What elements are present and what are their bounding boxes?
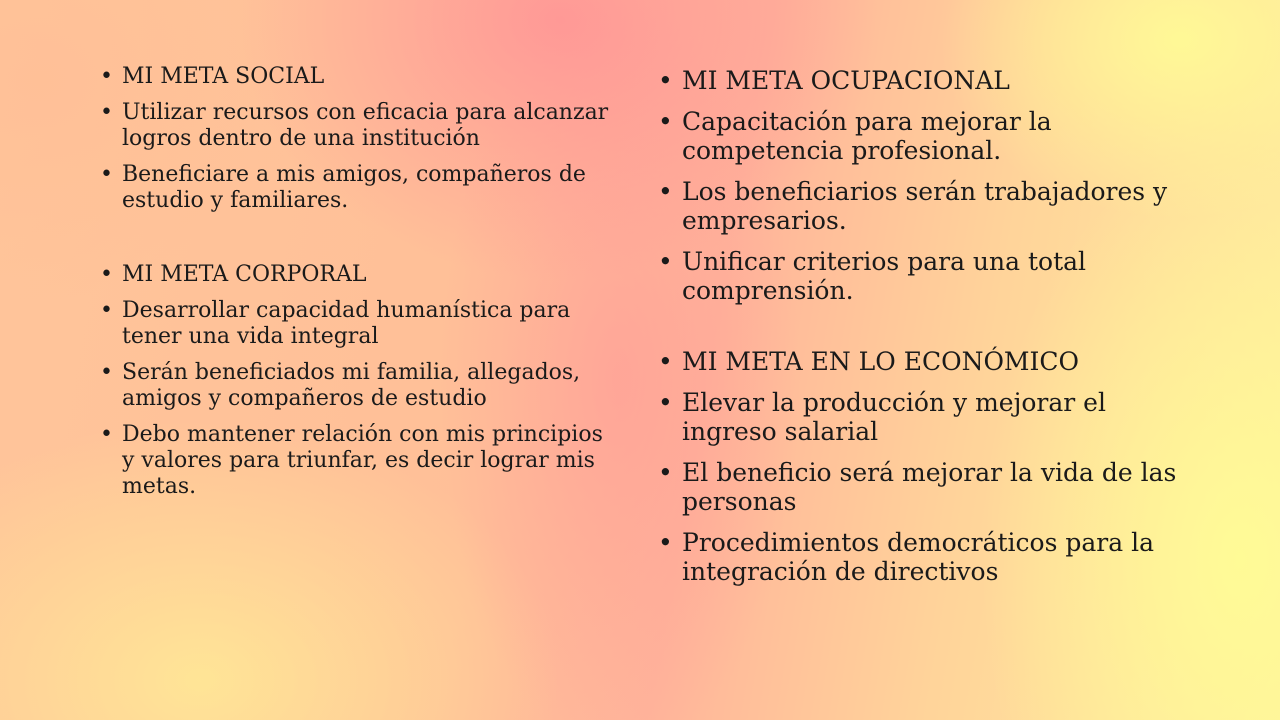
economic-goal-point bbox=[658, 388, 1198, 446]
heading-text: MI META SOCIAL bbox=[122, 64, 325, 89]
occupational-goal-point bbox=[658, 107, 1198, 165]
bullet: • bbox=[658, 66, 673, 95]
point-text: Elevar la producción y mejorar el ingreso salarial bbox=[682, 388, 1106, 446]
right-column bbox=[658, 66, 1198, 598]
point-text: Unificar criterios para una total comprensión. bbox=[682, 247, 1087, 305]
economic-goal-point bbox=[658, 528, 1198, 586]
bullet: • bbox=[100, 162, 113, 187]
social-goal-point bbox=[100, 100, 620, 152]
bullet: • bbox=[100, 64, 113, 89]
heading-text: MI META EN LO ECONÓMICO bbox=[682, 347, 1080, 376]
economic-goal-point bbox=[658, 458, 1198, 516]
point-text: Beneficiare a mis amigos, compañeros de estudio y familiares. bbox=[122, 162, 586, 213]
bullet: • bbox=[100, 360, 113, 385]
point-text: Debo mantener relación con mis principios y valores para triunfar, es decir lograr mis metas. bbox=[122, 422, 603, 499]
corporal-goal-heading bbox=[100, 262, 620, 288]
left-column bbox=[100, 64, 620, 510]
bullet: • bbox=[658, 177, 673, 206]
bullet: • bbox=[658, 247, 673, 276]
bullet: • bbox=[658, 107, 673, 136]
point-text: Serán beneficiados mi familia, allegados, amigos y compañeros de estudio bbox=[122, 360, 581, 411]
economic-goal-heading bbox=[658, 347, 1198, 376]
bullet: • bbox=[100, 262, 113, 287]
point-text: El beneficio será mejorar la vida de las personas bbox=[682, 458, 1177, 516]
bullet: • bbox=[100, 100, 113, 125]
bullet: • bbox=[658, 458, 673, 487]
heading-text: MI META CORPORAL bbox=[122, 262, 367, 287]
bullet: • bbox=[658, 528, 673, 557]
point-text: Los beneficiarios serán trabajadores y empresarios. bbox=[682, 177, 1168, 235]
point-text: Capacitación para mejorar la competencia profesional. bbox=[682, 107, 1052, 165]
bullet: • bbox=[100, 422, 113, 447]
section-spacer bbox=[100, 224, 620, 262]
heading-text: MI META OCUPACIONAL bbox=[682, 66, 1010, 95]
corporal-goal-point bbox=[100, 422, 620, 500]
occupational-goal-heading bbox=[658, 66, 1198, 95]
occupational-goal-point bbox=[658, 177, 1198, 235]
bullet: • bbox=[658, 347, 673, 376]
point-text: Utilizar recursos con eficacia para alcanzar logros dentro de una institución bbox=[122, 100, 609, 151]
section-spacer bbox=[658, 317, 1198, 347]
bullet: • bbox=[100, 298, 113, 323]
corporal-goal-point bbox=[100, 298, 620, 350]
point-text: Procedimientos democráticos para la integración de directivos bbox=[682, 528, 1154, 586]
social-goal-heading bbox=[100, 64, 620, 90]
corporal-goal-point bbox=[100, 360, 620, 412]
point-text: Desarrollar capacidad humanística para tener una vida integral bbox=[122, 298, 571, 349]
bullet: • bbox=[658, 388, 673, 417]
social-goal-point bbox=[100, 162, 620, 214]
occupational-goal-point bbox=[658, 247, 1198, 305]
